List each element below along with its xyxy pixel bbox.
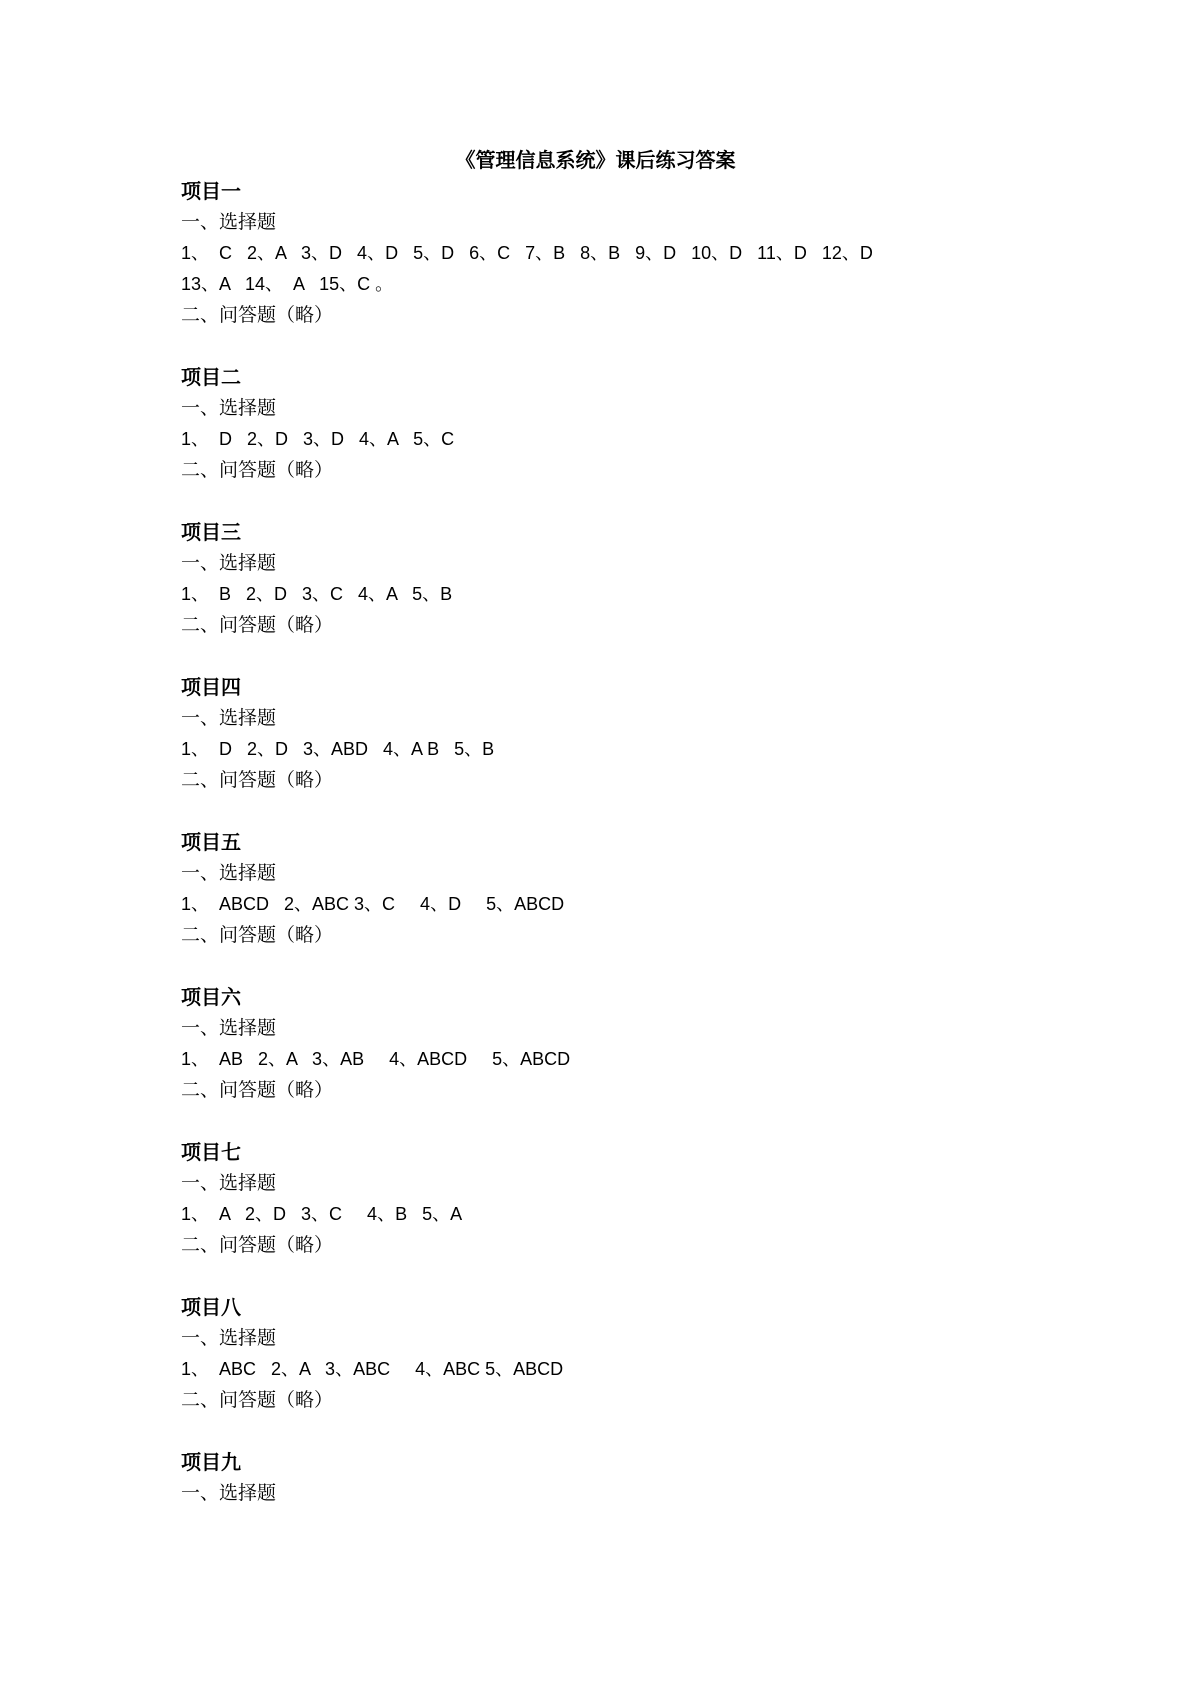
answer-line: 13、A 14、 A 15、C 。	[181, 274, 394, 294]
document-title: 《管理信息系统》课后练习答案	[455, 148, 736, 172]
section-project-1	[181, 176, 1081, 331]
section-heading: 项目八	[181, 1295, 241, 1319]
choice-label: 一、选择题	[181, 707, 277, 729]
answer-line: 1、 ABCD 2、ABC 3、C 4、D 5、ABCD	[181, 894, 565, 914]
section-project-4	[181, 672, 1081, 796]
section-project-7	[181, 1137, 1081, 1261]
section-heading: 项目七	[181, 1140, 241, 1164]
section-project-6	[181, 982, 1081, 1106]
section-heading: 项目五	[181, 830, 241, 854]
section-heading: 项目二	[181, 365, 241, 389]
choice-label: 一、选择题	[181, 1017, 277, 1039]
choice-label: 一、选择题	[181, 862, 277, 884]
section-project-3	[181, 517, 1081, 641]
qa-label: 二、问答题（略）	[181, 614, 334, 636]
answer-line: 1、 D 2、D 3、ABD 4、A B 5、B	[181, 739, 495, 759]
answer-line: 1、 A 2、D 3、C 4、B 5、A	[181, 1204, 463, 1224]
qa-label: 二、问答题（略）	[181, 459, 334, 481]
choice-label: 一、选择题	[181, 1172, 277, 1194]
section-heading: 项目三	[181, 520, 241, 544]
answer-line: 1、 C 2、A 3、D 4、D 5、D 6、C 7、B 8、B 9、D 10、D 11、D 12、D	[181, 243, 873, 263]
qa-label: 二、问答题（略）	[181, 1079, 334, 1101]
choice-label: 一、选择题	[181, 397, 277, 419]
answer-line: 1、 B 2、D 3、C 4、A 5、B	[181, 584, 453, 604]
section-heading: 项目九	[181, 1450, 241, 1474]
choice-label: 一、选择题	[181, 552, 277, 574]
qa-label: 二、问答题（略）	[181, 1234, 334, 1256]
section-heading: 项目一	[181, 179, 241, 203]
document-body	[181, 176, 1081, 1540]
section-heading: 项目四	[181, 675, 241, 699]
qa-label: 二、问答题（略）	[181, 304, 334, 326]
choice-label: 一、选择题	[181, 1482, 277, 1504]
choice-label: 一、选择题	[181, 211, 277, 233]
answer-line: 1、 D 2、D 3、D 4、A 5、C	[181, 429, 455, 449]
answer-line: 1、 ABC 2、A 3、ABC 4、ABC 5、ABCD	[181, 1359, 564, 1379]
choice-label: 一、选择题	[181, 1327, 277, 1349]
qa-label: 二、问答题（略）	[181, 1389, 334, 1411]
answer-line: 1、 AB 2、A 3、AB 4、ABCD 5、ABCD	[181, 1049, 571, 1069]
qa-label: 二、问答题（略）	[181, 924, 334, 946]
section-project-5	[181, 827, 1081, 951]
section-heading: 项目六	[181, 985, 241, 1009]
section-project-8	[181, 1292, 1081, 1416]
section-project-2	[181, 362, 1081, 486]
qa-label: 二、问答题（略）	[181, 769, 334, 791]
section-project-9	[181, 1447, 1081, 1509]
